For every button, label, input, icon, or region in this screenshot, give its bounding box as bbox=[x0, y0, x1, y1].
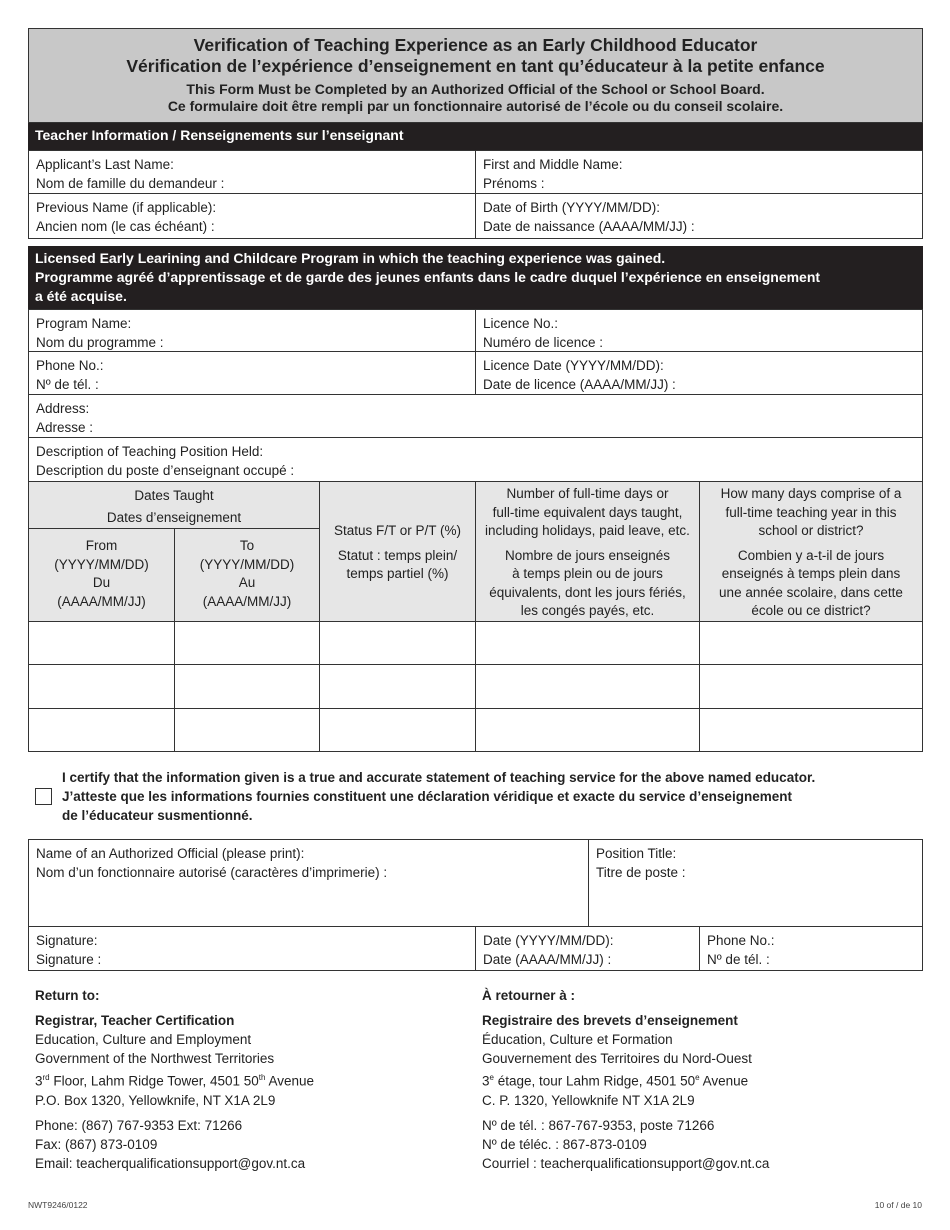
floor-address: 3e étage, tour Lahm Ridge, 4501 50e Avenue bbox=[482, 1073, 749, 1089]
table-cell[interactable] bbox=[319, 621, 476, 665]
date-of-birth-field[interactable]: Date of Birth (YYYY/MM/DD): Date de naissance (AAAA/MM/JJ) : bbox=[475, 193, 923, 239]
table-cell[interactable] bbox=[174, 664, 320, 709]
table-cell[interactable] bbox=[699, 664, 923, 709]
form-code: NWT9246/0122 bbox=[28, 1200, 88, 1210]
email-link[interactable]: Email: teacherqualificationsupport@gov.nt.ca bbox=[35, 1155, 306, 1171]
return-address-fr: À retourner à : Registraire des brevets d’enseignement Éducation, Culture et Formation Gouvernement des Territoires du Nord-Ouest 3e étage, tour Lahm Ridge, 4501 50e Avenue C. P. 1320, Yellowknife NT X1A 2L9 Nº de tél. : 867-767-9353, poste 71266 Nº de téléc. : 867-873-0109 Courriel : teacherqualificationsupport@gov.nt.ca bbox=[482, 988, 770, 1171]
address-field[interactable]: Address: Adresse : bbox=[28, 394, 923, 438]
program-header: Licensed Early Learining and Childcare Program in which the teaching experience was gained. Programme agréé d’apprentissage et de garde des jeunes enfants dans le cadre duquel l’expérience en enseignement a été acquise. bbox=[28, 246, 923, 309]
table-cell[interactable] bbox=[174, 621, 320, 665]
table-cell[interactable] bbox=[475, 708, 700, 752]
first-name-field[interactable]: First and Middle Name: Prénoms : bbox=[475, 150, 923, 194]
position-description-field[interactable]: Description of Teaching Position Held: Description du poste d’enseignant occupé : bbox=[28, 437, 923, 482]
position-title-field[interactable]: Position Title: Titre de poste : bbox=[588, 839, 923, 927]
signature-date-field[interactable]: Date (YYYY/MM/DD): Date (AAAA/MM/JJ) : bbox=[475, 926, 700, 971]
from-date-header: From (YYYY/MM/DD) Du (AAAA/MM/JJ) bbox=[28, 528, 175, 622]
licence-number-field[interactable]: Licence No.: Numéro de licence : bbox=[475, 309, 923, 352]
status-header: Status F/T or P/T (%) Statut : temps plein/ temps partiel (%) bbox=[319, 481, 476, 622]
table-cell[interactable] bbox=[475, 621, 700, 665]
return-address-en: Return to: Registrar, Teacher Certification Education, Culture and Employment Government of the Northwest Territories 3rd Floor, Lahm Ridge Tower, 4501 50th Avenue P.O. Box 1320, Yellowknife, NT X1A 2L9 Phone: (867) 767-9353 Ext: 71266 Fax: (867) 873-0109 Email: teacherqualificationsupport@gov.nt.ca bbox=[35, 988, 315, 1171]
table-cell[interactable] bbox=[28, 621, 175, 665]
table-cell[interactable] bbox=[28, 664, 175, 709]
to-date-header: To (YYYY/MM/DD) Au (AAAA/MM/JJ) bbox=[174, 528, 320, 622]
days-taught-header: Number of full-time days or full-time equivalent days taught, including holidays, paid leave, etc. Nombre de jours enseignés à temps plein ou de jours équivalents, dont les jours fériés, les congés payés, etc. bbox=[475, 481, 700, 622]
licence-date-field[interactable]: Licence Date (YYYY/MM/DD): Date de licence (AAAA/MM/JJ) : bbox=[475, 351, 923, 395]
table-cell[interactable] bbox=[475, 664, 700, 709]
certify-checkbox[interactable] bbox=[35, 788, 52, 805]
table-cell[interactable] bbox=[174, 708, 320, 752]
form-header bbox=[28, 28, 923, 123]
teacher-info-header: Teacher Information / Renseignements sur l’enseignant bbox=[28, 123, 923, 150]
signature-field[interactable]: Signature: Signature : bbox=[28, 926, 476, 971]
table-cell[interactable] bbox=[28, 708, 175, 752]
official-phone-field[interactable]: Phone No.: Nº de tél. : bbox=[699, 926, 923, 971]
certify-statement: I certify that the information given is a true and accurate statement of teaching service for the above named educator. J’atteste que les informations fournies constituent une déclaration véridique et exacte du service d’enseignement de l’éducateur susmentionné. bbox=[62, 770, 816, 823]
table-cell[interactable] bbox=[699, 708, 923, 752]
program-phone-field[interactable]: Phone No.: Nº de tél. : bbox=[28, 351, 476, 395]
table-cell[interactable] bbox=[319, 708, 476, 752]
form-notice: This Form Must be Completed by an Authorized Official of the School or School Board. Ce formulaire doit être rempli par un fonctionnaire autorisé de l’école ou du conseil scolaire. bbox=[167, 81, 784, 114]
last-name-field[interactable]: Applicant’s Last Name: Nom de famille du demandeur : bbox=[28, 150, 476, 194]
previous-name-field[interactable]: Previous Name (if applicable): Ancien nom (le cas échéant) : bbox=[28, 193, 476, 239]
floor-address: 3rd Floor, Lahm Ridge Tower, 4501 50th Avenue bbox=[35, 1073, 315, 1089]
form-title: Verification of Teaching Experience as an Early Childhood Educator Vérification de l’expérience d’enseignement en tant qu’éducateur à la petite enfance bbox=[126, 35, 825, 76]
email-link[interactable]: Courriel : teacherqualificationsupport@gov.nt.ca bbox=[482, 1155, 770, 1171]
page-number: 10 of / de 10 bbox=[874, 1200, 922, 1210]
table-cell[interactable] bbox=[699, 621, 923, 665]
program-name-field[interactable]: Program Name: Nom du programme : bbox=[28, 309, 476, 352]
dates-taught-header: Dates Taught Dates d’enseignement bbox=[28, 481, 320, 529]
year-days-header: How many days comprise of a full-time teaching year in this school or district? Combien y a-t-il de jours enseignés à temps plein dans une année scolaire, dans cette école ou ce district? bbox=[699, 481, 923, 622]
table-cell[interactable] bbox=[319, 664, 476, 709]
official-name-field[interactable]: Name of an Authorized Official (please print): Nom d’un fonctionnaire autorisé (caractères d’imprimerie) : bbox=[28, 839, 589, 927]
